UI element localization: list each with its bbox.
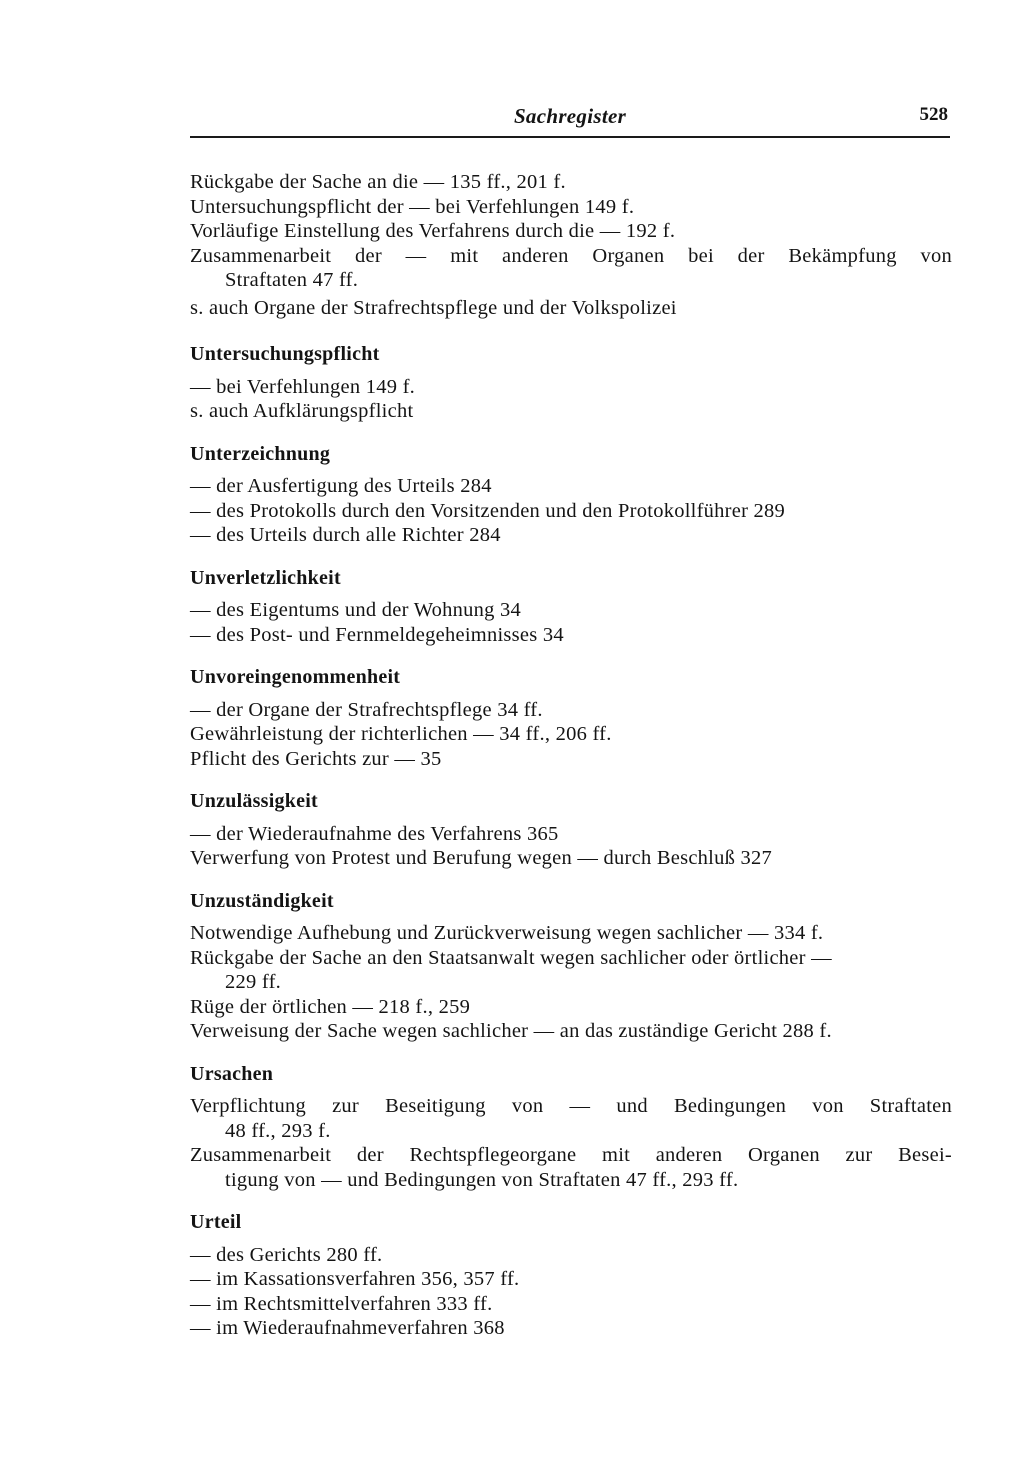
index-entry: — im Rechtsmittelverfahren 333 ff.: [190, 1292, 493, 1315]
index-entry: Notwendige Aufhebung und Zurückverweisung wegen sachlicher — 334 f.: [190, 922, 824, 944]
index-entry-continuation: 48 ff., 293 f.: [225, 1119, 331, 1142]
index-entry: — bei Verfehlungen 149 f.: [190, 375, 416, 398]
index-entry: Untersuchungspflicht der — bei Verfehlungen 149 f.: [190, 195, 635, 218]
index-entry: Pflicht des Gerichts zur — 35: [190, 747, 442, 770]
index-entry: Rückgabe der Sache an den Staatsanwalt wegen sachlicher oder örtlicher —: [190, 946, 832, 969]
index-heading: Ursachen: [190, 1062, 274, 1085]
index-entry: — des Gerichts 280 ff.: [190, 1243, 383, 1266]
page-header: [190, 104, 950, 138]
index-section: [190, 1062, 952, 1193]
index-entry: — im Kassationsverfahren 356, 357 ff.: [190, 1268, 520, 1290]
running-title: Sachregister: [513, 104, 627, 128]
index-heading: Urteil: [190, 1211, 242, 1233]
index-entry: — der Organe der Strafrechtspflege 34 ff.: [190, 698, 543, 721]
index-heading: Unzulässigkeit: [190, 790, 318, 812]
index-entry: — des Protokolls durch den Vorsitzenden und den Protokollführer 289: [190, 499, 786, 522]
index-entry: Vorläufige Einstellung des Verfahrens durch die — 192 f.: [190, 220, 676, 242]
index-cross-reference: s. auch Aufklärungspflicht: [190, 400, 414, 422]
index-entry: — im Wiederaufnahmeverfahren 368: [190, 1317, 505, 1339]
index-section: [190, 566, 952, 648]
index-entry: Rückgabe der Sache an die — 135 ff., 201 f.: [190, 171, 566, 193]
index-heading: Untersuchungspflicht: [190, 343, 380, 365]
index-heading: Unzuständigkeit: [190, 889, 334, 912]
index-heading: Unverletzlichkeit: [190, 566, 341, 589]
page-number: 528: [919, 104, 948, 125]
index-entry: — der Ausfertigung des Urteils 284: [190, 475, 492, 497]
index-entry: Zusammenarbeit der Rechtspflegeorgane mit anderen Organen zur Besei-: [190, 1144, 952, 1166]
index-section: [190, 889, 952, 1044]
index-entry: Gewährleistung der richterlichen — 34 ff., 206 ff.: [190, 723, 612, 745]
index-entry: — des Eigentums und der Wohnung 34: [190, 599, 522, 621]
index-section: [190, 665, 952, 771]
index-entry: — der Wiederaufnahme des Verfahrens 365: [190, 822, 559, 845]
index-entry-continuation: Straftaten 47 ff.: [225, 269, 359, 291]
index-heading: Unvoreingenommenheit: [190, 666, 401, 688]
index-cross-reference: s. auch Organe der Strafrechtspflege und der Volkspolizei: [190, 296, 677, 319]
index-entry: — des Urteils durch alle Richter 284: [190, 524, 501, 546]
index-section: [190, 342, 952, 424]
index-heading: Unterzeichnung: [190, 442, 331, 465]
index-content: [190, 170, 952, 1341]
index-entry-continuation: 229 ff.: [225, 971, 282, 993]
index-entry: Verwerfung von Protest und Berufung wegen — durch Beschluß 327: [190, 847, 772, 869]
index-entry: Verweisung der Sache wegen sachlicher — an das zuständige Gericht 288 f.: [190, 1020, 832, 1042]
index-entry: Zusammenarbeit der — mit anderen Organen bei der Bekämpfung von: [190, 244, 952, 267]
index-section: [190, 442, 952, 548]
index-entry: Verpflichtung zur Beseitigung von — und Bedingungen von Straftaten: [190, 1095, 952, 1117]
index-entry: Rüge der örtlichen — 218 f., 259: [190, 995, 471, 1018]
index-section: [190, 789, 952, 871]
index-section: [190, 1210, 952, 1341]
index-entry-continuation: tigung von — und Bedingungen von Straftaten 47 ff., 293 ff.: [225, 1168, 739, 1191]
index-entry: — des Post- und Fernmeldegeheimnisses 34: [190, 623, 564, 646]
